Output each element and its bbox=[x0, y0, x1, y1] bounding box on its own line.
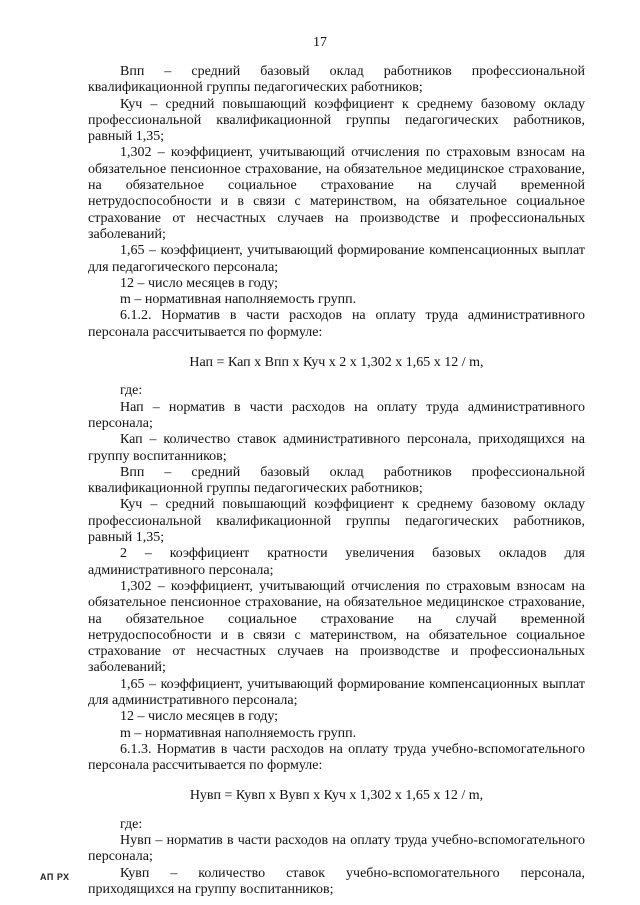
paragraph: Куч – средний повышающий коэффициент к среднему базовому окладу профессиональной квалификационной группы педагогических работников, равный 1,35; bbox=[88, 96, 585, 145]
paragraph: Нувп – норматив в части расходов на оплату труда учебно-вспомогательного персонала; bbox=[88, 833, 585, 865]
paragraph: 12 – число месяцев в году; bbox=[120, 275, 279, 291]
paragraph: Впп – средний базовый оклад работников профессиональной квалификационной группы педагогических работников; bbox=[88, 64, 585, 96]
where-label: где: bbox=[120, 383, 143, 399]
paragraph: 2 – коэффициент кратности увеличения базовых окладов для административного персонала; bbox=[88, 546, 585, 578]
formula-nuvp: Нувп = Кувп x Вувп x Куч x 1,302 x 1,65 x 12 / m, bbox=[189, 788, 484, 804]
paragraph: Впп – средний базовый оклад работников профессиональной квалификационной группы педагогических работников; bbox=[88, 464, 585, 497]
paragraph: Кувп – количество ставок учебно-вспомогательного персонала, приходящихся на группу воспитанников; bbox=[88, 865, 585, 897]
paragraph: 1,65 – коэффициент, учитывающий формирование компенсационных выплат для административного персонала; bbox=[88, 676, 585, 708]
footer-mark: АП РХ bbox=[40, 872, 70, 882]
paragraph: 6.1.2. Норматив в части расходов на оплату труда административного персонала рассчитывается по формуле: bbox=[88, 308, 585, 340]
paragraph: m – нормативная наполняемость групп. bbox=[120, 725, 357, 741]
paragraph: Куч – средний повышающий коэффициент к среднему базовому окладу профессиональной квалификационной группы педагогических работников, равный 1,35; bbox=[88, 497, 585, 546]
paragraph: 1,302 – коэффициент, учитывающий отчисления по страховым взносам на обязательное пенсионное страхование, на обязательное медицинское страхование, на обязательное социальное страхование на случай временной нетрудоспособности и в связи с материнством, на обязательное социальное страхование от несчастных случаев на производстве и профессиональных заболеваний; bbox=[88, 578, 585, 676]
paragraph: 12 – число месяцев в году; bbox=[120, 709, 279, 725]
formula-nap: Нап = Кап x Впп x Куч x 2 x 1,302 x 1,65 x 12 / m, bbox=[189, 355, 484, 371]
paragraph: 1,302 – коэффициент, учитывающий отчисления по страховым взносам на обязательное пенсионное страхование, на обязательное медицинское страхование, на обязательное социальное страхование на случай временной нетрудоспособности и в связи с материнством, на обязательное социальное страхование от несчастных случаев на производстве и профессиональных заболеваний; bbox=[88, 145, 585, 242]
document-body bbox=[88, 64, 585, 898]
paragraph: Нап – норматив в части расходов на оплату труда административного персонала; bbox=[88, 399, 585, 431]
paragraph: 1,65 – коэффициент, учитывающий формирование компенсационных выплат для педагогического персонала; bbox=[88, 243, 585, 275]
paragraph: 6.1.3. Норматив в части расходов на оплату труда учебно-вспомогательного персонала рассчитывается по формуле: bbox=[88, 741, 585, 774]
where-label: где: bbox=[120, 816, 143, 832]
paragraph: m – нормативная наполняемость групп. bbox=[120, 292, 357, 308]
paragraph: Кап – количество ставок административного персонала, приходящихся на группу воспитанников; bbox=[88, 432, 585, 464]
page-number: 17 bbox=[313, 35, 327, 50]
